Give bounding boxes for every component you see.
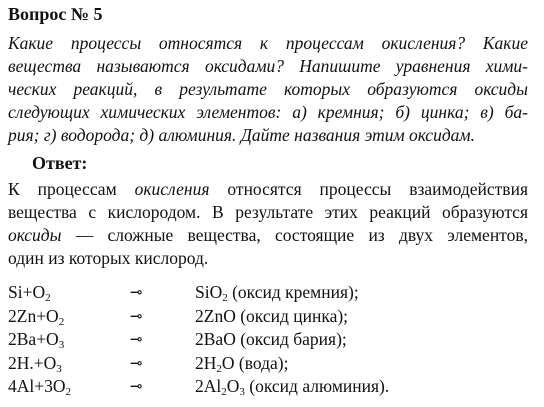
equation-row <box>8 305 528 329</box>
equation-reactants: $Si+O_2$ <box>8 282 51 304</box>
subscript: 3 <box>58 339 65 351</box>
equation-row <box>8 328 528 352</box>
equation-reactants: $2H.+O_3$ <box>8 352 62 375</box>
equation-reactants: $2Zn+O_2$ <box>8 305 65 328</box>
question-heading: Вопрос № 5 <box>8 4 103 24</box>
subscript: 2 <box>65 386 72 398</box>
question-line: рия; г) водорода; д) алюминия. Дайте названия этим оксидам. <box>8 125 475 145</box>
equation-row <box>8 352 528 376</box>
question-line: вещества называются оксидами? Напишите уравнения хими- <box>8 56 528 76</box>
answer-line: один из которых кислород. <box>8 248 209 268</box>
subscript: 3 <box>239 386 245 398</box>
answer-text-fragment: К процессам <box>8 179 135 199</box>
equation-row <box>8 375 528 399</box>
answer-line: вещества с кислородом. В результате этих реакций образуются <box>8 202 528 222</box>
equation-products: 2BaO (оксид бария); <box>195 329 347 349</box>
answer-text <box>8 178 528 270</box>
equations-list <box>8 281 528 399</box>
equation-reactants: $2Ba+O_3$ <box>8 329 65 351</box>
answer-text-fragment: — сложные вещества, состоящие из двух элементов, <box>61 225 528 245</box>
equation-products: SiO$_2$ (оксид кремния); <box>195 282 359 304</box>
equation-products: 2ZnO (оксид цинка); <box>195 305 349 326</box>
question-line: Какие процессы относятся к процессам окисления? Какие <box>8 33 528 53</box>
answer-line <box>8 178 528 201</box>
term-oxidation: окисления <box>134 179 210 199</box>
subscript: 2 <box>222 292 228 304</box>
reaction-arrow-icon: ⊸ <box>130 283 143 301</box>
question-text <box>8 32 528 147</box>
answer-line <box>8 224 528 247</box>
term-oxides: оксиды <box>8 225 62 245</box>
reaction-arrow-icon: ⊸ <box>130 306 143 325</box>
subscript: 2 <box>58 315 65 328</box>
equation-reactants: $4Al+3O_2$ <box>8 376 72 398</box>
reaction-arrow-icon: ⊸ <box>130 377 143 395</box>
equation-row <box>8 281 528 305</box>
reaction-arrow-icon: ⊸ <box>130 353 143 372</box>
question-line: следующих химических элементов: а) кремния; б) цинка; в) ба- <box>8 102 528 122</box>
answer-text-fragment: относятся процессы взаимодействия <box>209 179 528 199</box>
subscript: 2 <box>221 386 227 398</box>
question-line: ческих реакций, в результате которых образуются оксиды <box>8 79 528 99</box>
reaction-arrow-icon: ⊸ <box>130 330 143 348</box>
equation-products: $2H_2O$ (вода); <box>195 352 289 375</box>
subscript: 2 <box>216 362 222 375</box>
answer-heading: Ответ: <box>32 153 88 173</box>
subscript: 3 <box>56 362 62 375</box>
equation-products: $2Al_2O_3$ (оксид алюминия). <box>195 376 390 398</box>
subscript: 2 <box>45 292 51 304</box>
